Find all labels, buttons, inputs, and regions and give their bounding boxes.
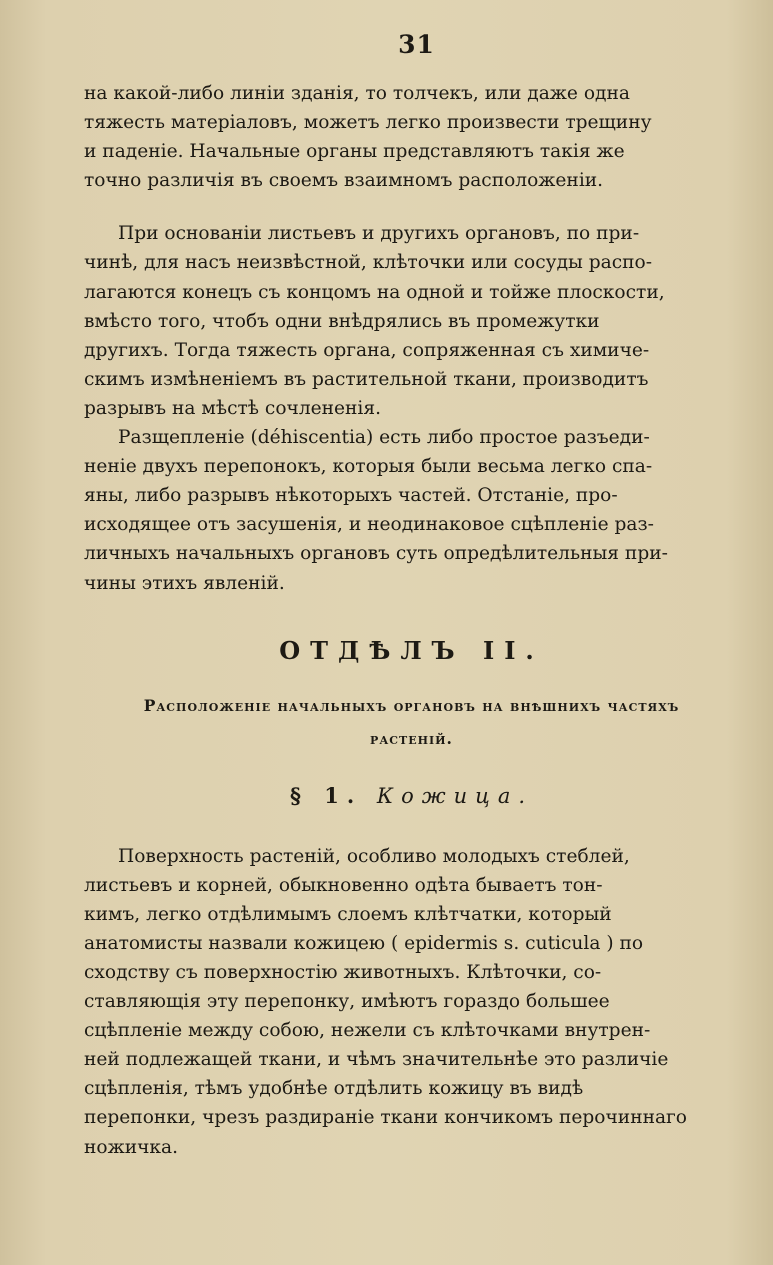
paragraph-title [84,783,739,808]
text-line: чины этихъ явленій. [84,572,285,594]
page-number: 31 [398,30,435,59]
text-line: яны, либо разрывъ нѣкоторыхъ частей. Отстаніе, про- [84,485,618,507]
text-line: личныхъ начальныхъ органовъ суть опредѣлительныя при- [84,543,668,565]
text-line: Поверхность растеній, особливо молодыхъ стеблей, [118,845,630,867]
text-line: на какой-либо линіи зданія, то толчекъ, или даже одна [84,83,630,104]
text-line: и паденіе. Начальные органы представляютъ такія же [84,141,625,163]
paragraph-symbol: § 1. [289,782,363,808]
text-line: другихъ. Тогда тяжесть органа, сопряженная съ химиче- [84,339,650,361]
text-line: исходящее отъ засушенія, и неодинаковое сцѣпленіе раз- [84,514,654,536]
text-line: При основаніи листьевъ и другихъ органовъ, по при- [118,223,640,245]
text-line: разрывъ на мѣстѣ сочлененія. [84,397,382,419]
text-line: ставляющія эту перепонку, имѣютъ гораздо большее [84,991,610,1013]
text-line: лагаются конецъ съ концомъ на одной и тойже плоскости, [84,281,665,303]
text-line: точно различія въ своемъ взаимномъ расположеніи. [84,170,604,192]
text-line: сцѣпленія, тѣмъ удобнѣе отдѣлить кожицу въ видѣ [84,1078,584,1100]
paragraph-continuation [84,79,739,195]
text-line: сцѣпленіе между собою, нежели съ клѣточками внутрен- [84,1020,651,1042]
subheading-line: растеній. [370,728,453,748]
section-subheading [84,689,739,755]
text-line: кимъ, легко отдѣлимымъ слоемъ клѣтчатки, который [84,903,612,925]
text-line: скимъ измѣненіемъ въ растительной ткани, производитъ [84,368,649,390]
paragraph-dehiscence [84,423,739,598]
subheading-line: Расположеніе начальныхъ органовъ на внѣшнихъ частяхъ [143,695,680,715]
text-line: вмѣсто того, чтобъ одни внѣдрялись въ промежутки [84,310,600,332]
text-line: чинѣ, для насъ неизвѣстной, клѣточки или сосуды распо- [84,252,652,274]
text-line: тяжесть матеріаловъ, можетъ легко произвести трещину [84,112,652,134]
text-line: листьевъ и корней, обыкновенно одѣта бываетъ тон- [84,874,603,896]
section-heading: ОТДѢЛЪ II. [279,635,544,665]
paragraph-epidermis [84,842,739,1162]
text-line: ней подлежащей ткани, и чѣмъ значительнѣе это различіе [84,1049,669,1071]
text-line: неніе двухъ перепонокъ, которыя были весьма легко спа- [84,456,653,478]
paragraph-title-text: Кожица. [376,783,534,808]
text-line: анатомисты назвали кожицею ( epidermis s. cuticula ) по [84,932,644,954]
text-line: сходству съ поверхностію животныхъ. Клѣточки, со- [84,961,602,983]
paragraph-leaf-articulation [84,219,739,423]
text-line: ножичка. [84,1136,178,1158]
text-line: Разщепленіе (déhiscentia) есть либо простое разъеди- [118,427,650,449]
text-line: перепонки, чрезъ раздираніе ткани кончикомъ перочиннаго [84,1107,687,1129]
